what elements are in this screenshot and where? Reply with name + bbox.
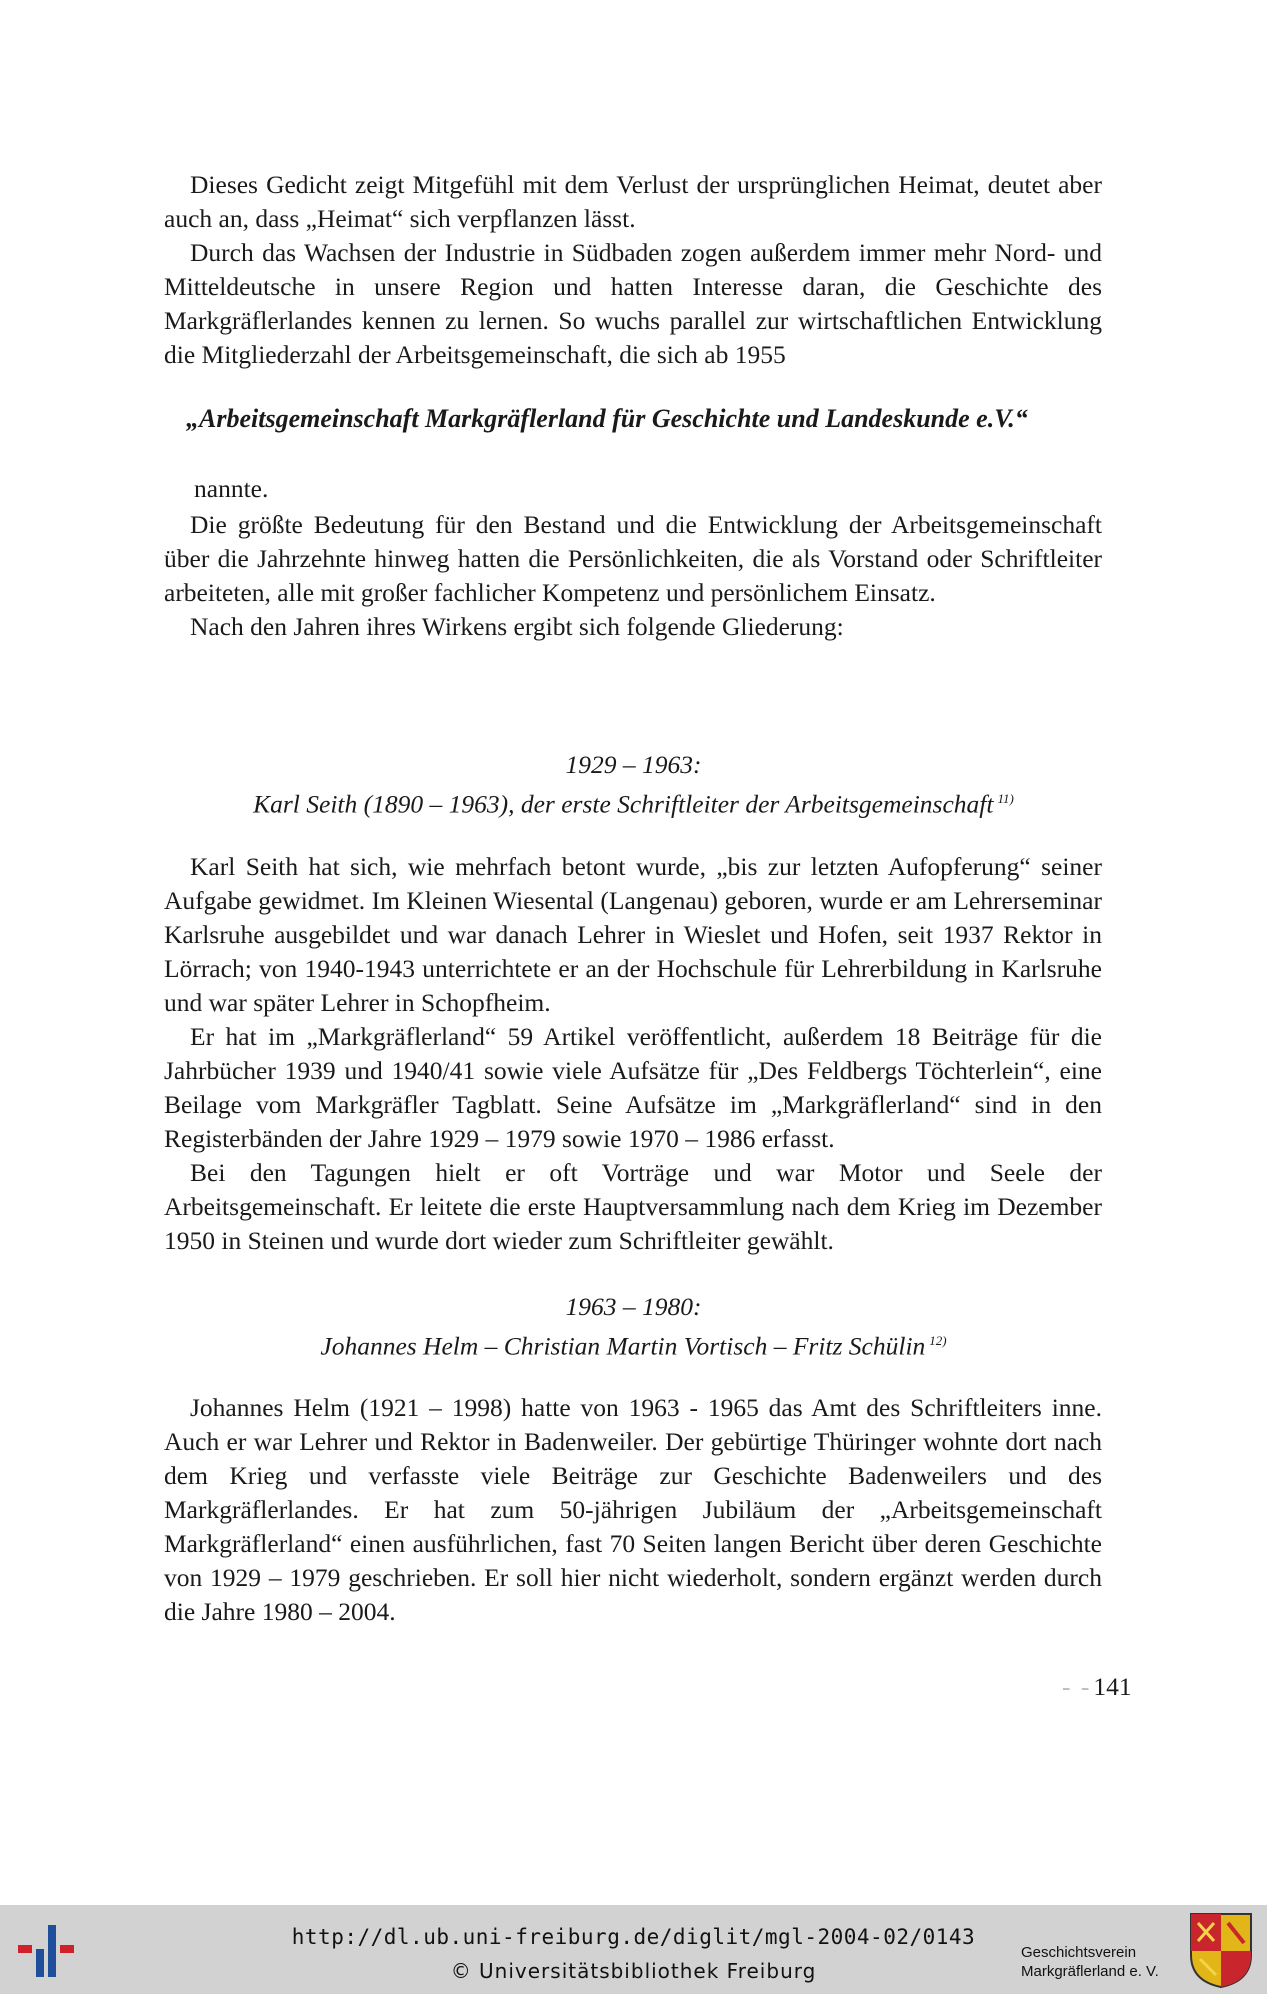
organization-name: „Arbeitsgemeinschaft Markgräflerland für Geschichte und Landeskunde e.V.“ <box>186 404 1028 433</box>
society-name-line: Geschichtsverein <box>1021 1944 1137 1961</box>
society-name <box>1021 1943 1159 1981</box>
paragraph: Dieses Gedicht zeigt Mitgefühl mit dem Verlust der ursprünglichen Heimat, deutet aber auch an, dass „Heimat“ sich verpflanzen lässt. <box>164 170 1102 233</box>
document-url[interactable]: http://dl.ub.uni-freiburg.de/diglit/mgl-2004-02/0143 <box>291 1925 976 1949</box>
section-years: 1929 – 1963: <box>565 750 702 779</box>
footnote-marker: 12) <box>929 1333 947 1348</box>
intro-text <box>164 168 1102 372</box>
section-title <box>0 782 1267 822</box>
paragraph: Er hat im „Markgräflerland“ 59 Artikel veröffentlicht, außerdem 18 Beiträge für die Jahrbücher 1939 und 1940/41 sowie viele Aufsätze für „Des Feldbergs Töchterlein“, eine Beilage vom Markgräfler Tagblatt. Seine Aufsätze im „Markgräflerland“ sind in den Registerbänden der Jahre 1929 – 1979 sowie 1970 – 1986 erfasst. <box>164 1022 1102 1153</box>
paragraph: Nach den Jahren ihres Wirkens ergibt sich folgende Gliederung: <box>190 612 844 641</box>
section-text <box>164 850 1102 1258</box>
section-text <box>164 1391 1102 1629</box>
paragraph: nannte. <box>194 474 269 503</box>
paragraph: Johannes Helm (1921 – 1998) hatte von 1963 - 1965 das Amt des Schriftleiters inne. Auch er war Lehrer und Rektor in Badenweiler. Der gebürtige Thüringer wohnte dort nach dem Krieg und verfasste viele Beiträge zur Geschichte Badenweilers und des Markgräflerlandes. Er hat zum 50-jährigen Jubiläum der „Arbeitsgemeinschaft Markgräflerland“ einen ausführlichen, fast 70 Seiten langen Bericht über deren Geschichte von 1929 – 1979 geschrieben. Er soll hier nicht wiederholt, sondern ergänzt werden durch die Jahre 1980 – 2004. <box>164 1393 1102 1626</box>
section-years: 1963 – 1980: <box>565 1292 702 1321</box>
society-name-line: Markgräflerland e. V. <box>1021 1963 1159 1980</box>
section-title-text: Johannes Helm – Christian Martin Vortisch – Fritz Schülin <box>320 1331 926 1361</box>
paragraph: Die größte Bedeutung für den Bestand und die Entwicklung der Arbeitsgemeinschaft über die Jahrzehnte hinweg hatten die Persönlichkeiten, die als Vorstand oder Schriftleiter arbeiteten, alle mit großer fachlicher Kompetenz und persönlichem Einsatz. <box>164 510 1102 607</box>
section-title-text: Karl Seith (1890 – 1963), der erste Schriftleiter der Arbeitsgemeinschaft <box>253 789 994 819</box>
section-title <box>0 1324 1267 1364</box>
paragraph: Karl Seith hat sich, wie mehrfach betont wurde, „bis zur letzten Aufopferung“ seiner Aufgabe gewidmet. Im Kleinen Wiesental (Langenau) geboren, wurde er am Lehrerseminar Karlsruhe ausgebildet und war danach Lehrer in Wieslet und Hofen, seit 1937 Rektor in Lörrach; von 1940-1943 unterrichtete er an der Hochschule für Lehrerbildung in Karlsruhe und war später Lehrer in Schopfheim. <box>164 852 1102 1017</box>
page-number <box>1062 1672 1132 1702</box>
copyright-text: © Universitätsbibliothek Freiburg <box>450 1959 817 1983</box>
paragraph: Durch das Wachsen der Industrie in Südbaden zogen außerdem immer mehr Nord- und Mitteldeutsche in unsere Region und hatten Interesse daran, die Geschichte des Markgräflerlandes kennen zu lernen. So wuchs parallel zur wirtschaftlichen Entwicklung die Mitgliederzahl der Arbeitsgemeinschaft, die sich ab 1955 <box>164 238 1102 369</box>
scan-mark: - - <box>1062 1672 1092 1701</box>
footnote-marker: 11) <box>997 791 1014 806</box>
paragraph: Bei den Tagungen hielt er oft Vorträge und war Motor und Seele der Arbeitsgemeinschaft. Er leitete die erste Hauptversammlung nach dem Krieg im Dezember 1950 in Steinen und wurde dort wieder zum Schriftleiter gewählt. <box>164 1158 1102 1255</box>
coat-of-arms-icon <box>1188 1911 1254 1989</box>
page-number-text: 141 <box>1093 1672 1132 1701</box>
body-text <box>164 508 1102 644</box>
footer-bar <box>0 1905 1267 1994</box>
